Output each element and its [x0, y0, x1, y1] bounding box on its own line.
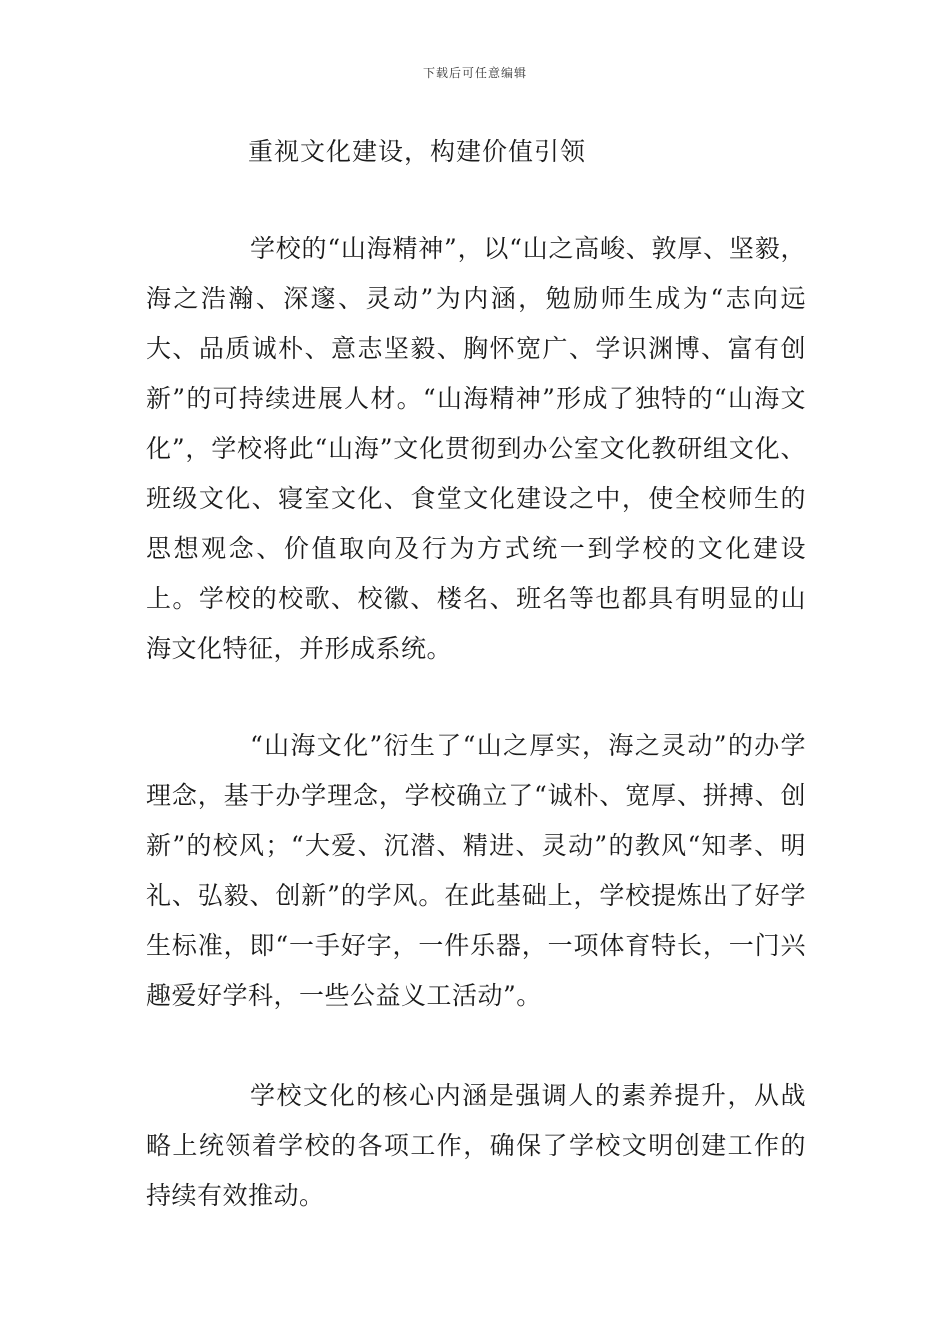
header-note: 下载后可任意编辑: [422, 66, 527, 80]
paragraph-3: 学校文化的核心内涵是强调人的素养提升，从战略上统领着学校的各项工作，确保了学校文明创建工作的持续有效推动。: [146, 1081, 806, 1210]
paragraph-2: “山海文化”衍生了“山之厚实，海之灵动”的办学理念，基于办学理念，学校确立了“诚朴、宽厚、拼搏、创新”的校风；“大爱、沉潜、精进、灵动”的教风“知孝、明礼、弘毅、创新”的学风。在此基础上，学校提炼出了好学生标准，即“一手好字，一件乐器，一项体育特长，一门兴趣爱好学科，一些公益义工活动”。: [146, 731, 806, 1010]
paragraph-1: 学校的“山海精神”，以“山之高峻、敦厚、坚毅，海之浩瀚、深邃、灵动”为内涵，勉励师生成为“志向远大、品质诚朴、意志坚毅、胸怀宽广、学识渊博、富有创新”的可持续进展人材。“山海精神”形成了独特的“山海文化”，学校将此“山海”文化贯彻到办公室文化教研组文化、班级文化、寝室文化、食堂文化建设之中，使全校师生的思想观念、价值取向及行为方式统一到学校的文化建设上。学校的校歌、校徽、楼名、班名等也都具有明显的山海文化特征，并形成系统。: [146, 234, 806, 663]
document-title: 重视文化建设，构建价值引领: [248, 137, 587, 166]
